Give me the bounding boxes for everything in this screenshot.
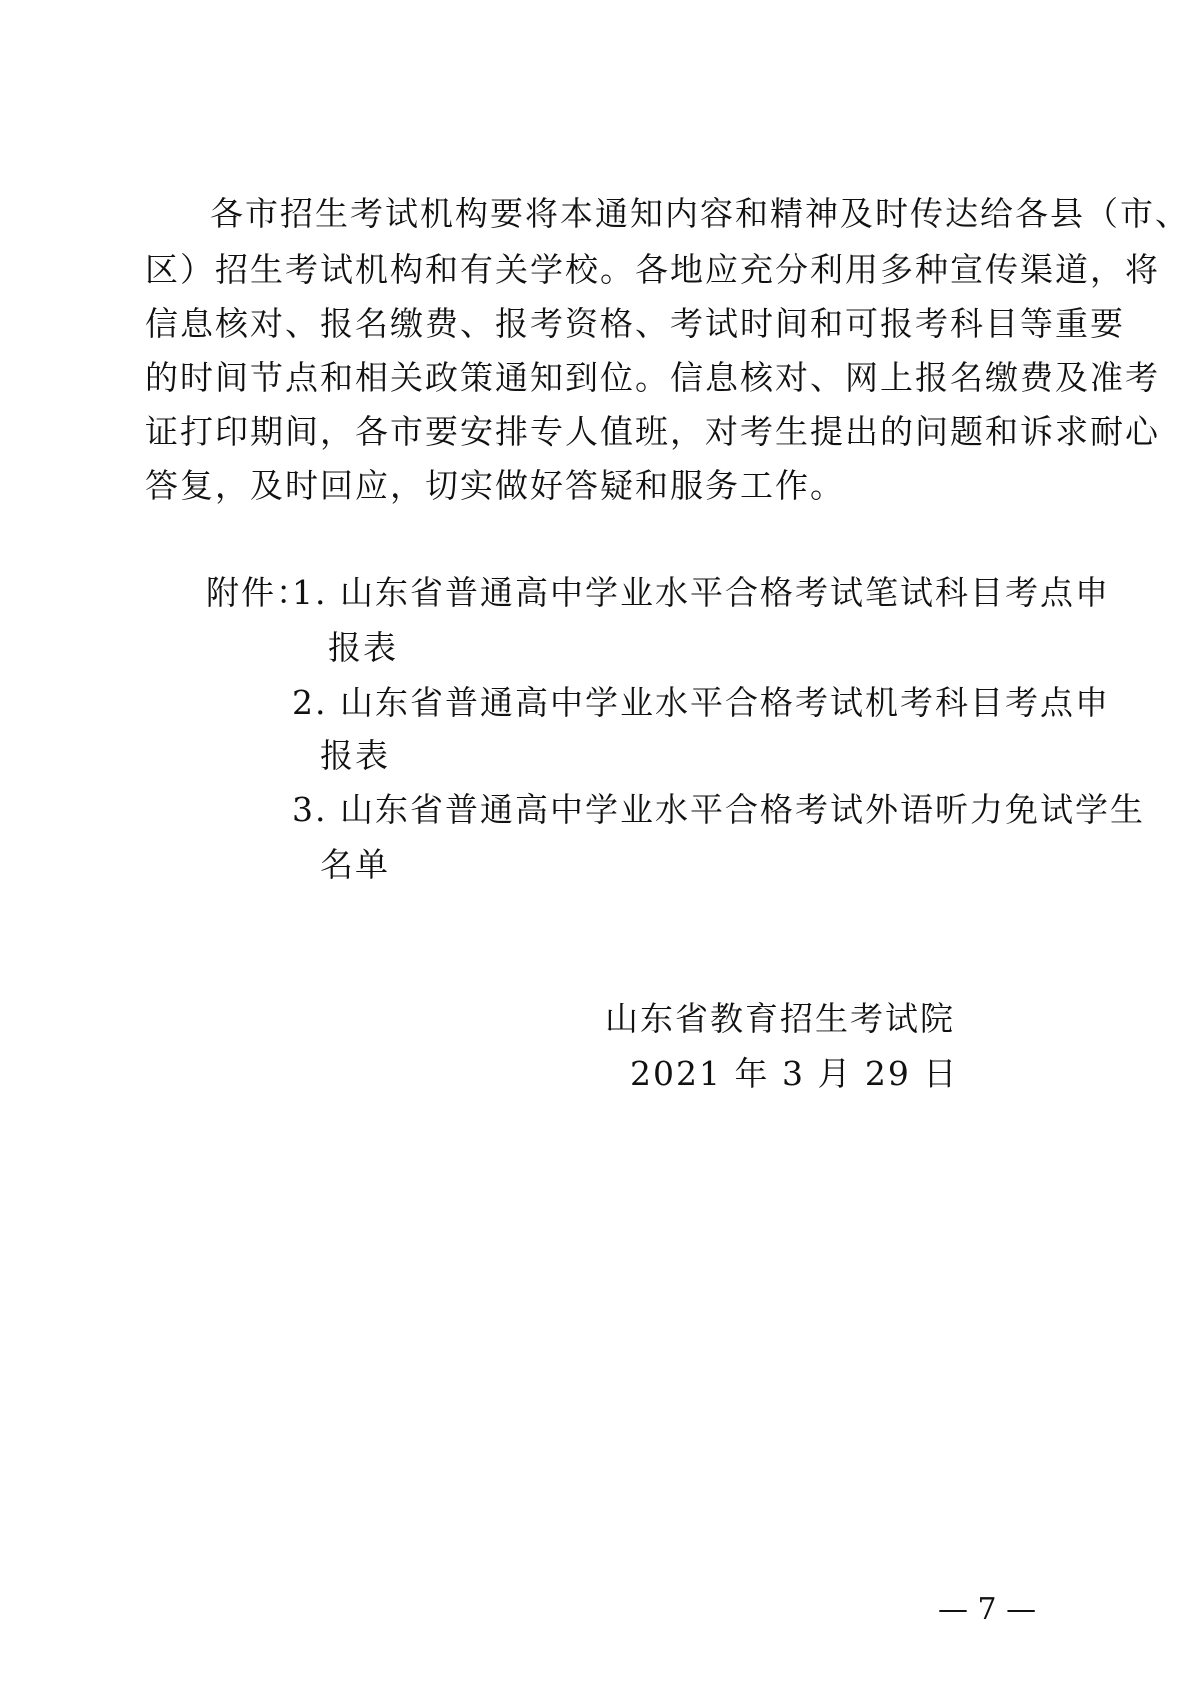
body-line-6: 答复，及时回应，切实做好答疑和服务工作。 xyxy=(145,466,845,505)
body-line-1: 各市招生考试机构要将本通知内容和精神及时传达给各县（市、 xyxy=(210,194,1190,233)
body-line-4: 的时间节点和相关政策通知到位。信息核对、网上报名缴费及准考 xyxy=(145,358,1160,397)
body-line-5: 证打印期间，各市要安排专人值班，对考生提出的问题和诉求耐心 xyxy=(145,412,1160,451)
signature-org: 山东省教育招生考试院 xyxy=(605,999,955,1038)
attachment-item-3-line-1: 3. 山东省普通高中学业水平合格考试外语听力免试学生 xyxy=(292,790,1145,829)
page-number: — 7 — xyxy=(938,1592,1037,1627)
attachments-label: 附件： xyxy=(206,573,311,612)
attachment-item-1-line-2: 报表 xyxy=(328,628,398,667)
attachment-item-2-line-2: 报表 xyxy=(320,736,390,775)
signature-date: 2021 年 3 月 29 日 xyxy=(630,1054,959,1093)
attachment-item-1-line-1: 1. 山东省普通高中学业水平合格考试笔试科目考点申 xyxy=(292,573,1110,612)
attachment-item-2-line-1: 2. 山东省普通高中学业水平合格考试机考科目考点申 xyxy=(292,683,1110,722)
attachment-item-3-line-2: 名单 xyxy=(320,845,390,884)
body-line-2: 区）招生考试机构和有关学校。各地应充分利用多种宣传渠道，将 xyxy=(145,250,1160,289)
body-line-3: 信息核对、报名缴费、报考资格、考试时间和可报考科目等重要 xyxy=(145,304,1125,343)
